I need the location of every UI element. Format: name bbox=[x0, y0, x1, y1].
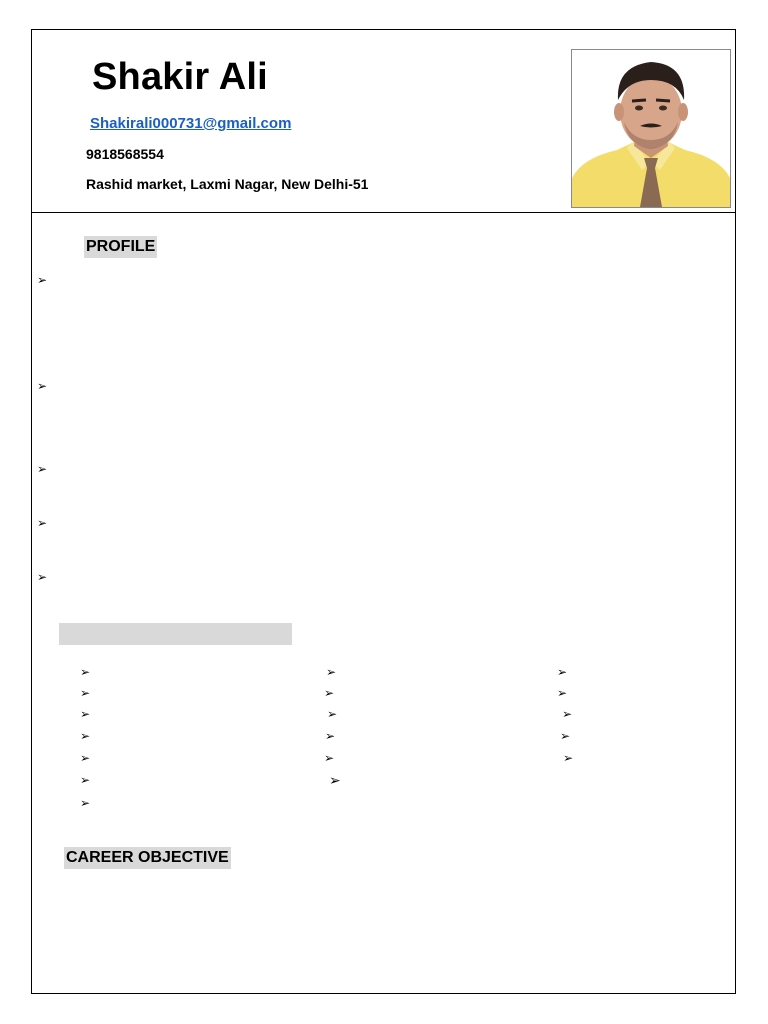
phone-number: 9818568554 bbox=[86, 146, 164, 162]
career-objective-heading: CAREER OBJECTIVE bbox=[64, 847, 231, 869]
skills-col2-bullet: ➢ bbox=[324, 686, 335, 700]
skills-col1-bullet: ➢ bbox=[80, 796, 91, 810]
profile-bullet-2: ➢ bbox=[37, 379, 48, 393]
skills-col1-bullet: ➢ bbox=[80, 707, 91, 721]
skills-heading-bar bbox=[59, 623, 292, 645]
skills-col2-bullet: ➢ bbox=[329, 772, 341, 788]
profile-photo bbox=[571, 49, 731, 208]
skills-col1-bullet: ➢ bbox=[80, 751, 91, 765]
skills-col1-bullet: ➢ bbox=[80, 686, 91, 700]
skills-col3-bullet: ➢ bbox=[557, 686, 568, 700]
skills-col2-bullet: ➢ bbox=[326, 665, 337, 679]
profile-bullet-5: ➢ bbox=[37, 570, 48, 584]
profile-heading: PROFILE bbox=[84, 236, 157, 258]
address: Rashid market, Laxmi Nagar, New Delhi-51 bbox=[86, 176, 369, 192]
skills-col3-bullet: ➢ bbox=[560, 729, 571, 743]
skills-col3-bullet: ➢ bbox=[557, 665, 568, 679]
profile-bullet-1: ➢ bbox=[37, 273, 48, 287]
candidate-name: Shakir Ali bbox=[92, 56, 268, 98]
profile-bullet-4: ➢ bbox=[37, 516, 48, 530]
skills-col1-bullet: ➢ bbox=[80, 773, 91, 787]
skills-col1-bullet: ➢ bbox=[80, 729, 91, 743]
header-divider bbox=[31, 212, 736, 213]
skills-col2-bullet: ➢ bbox=[324, 751, 335, 765]
skills-col2-bullet: ➢ bbox=[327, 707, 338, 721]
skills-col3-bullet: ➢ bbox=[562, 707, 573, 721]
skills-col2-bullet: ➢ bbox=[325, 729, 336, 743]
skills-col3-bullet: ➢ bbox=[563, 751, 574, 765]
skills-col1-bullet: ➢ bbox=[80, 665, 91, 679]
profile-bullet-3: ➢ bbox=[37, 462, 48, 476]
email-link[interactable]: Shakirali000731@gmail.com bbox=[90, 115, 292, 132]
